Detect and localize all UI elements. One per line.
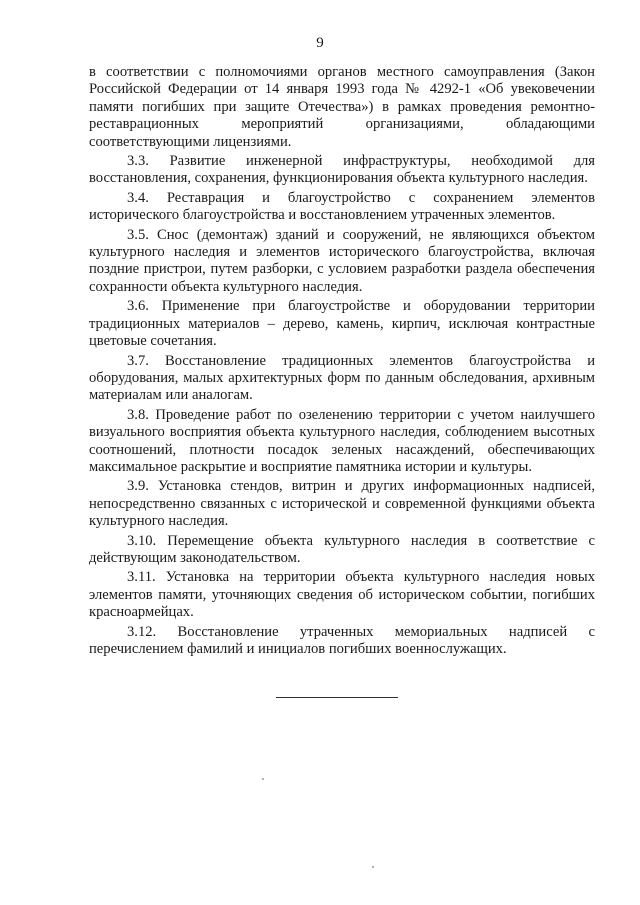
paragraph-3-11: 3.11. Установка на территории объекта культурного наследия новых элементов памяти, уточняющих сведения об историческом событии, погибших красноармейцах.: [89, 569, 595, 621]
paragraph-continuation: в соответствии с полномочиями органов местного самоуправления (Закон Российской Федерации от 14 января 1993 года № 4292-1 «Об увековечении памяти погибших при защите Отечества») в рамках проведения ремонтно-реставрационных мероприятий организациями, обладающими соответствующими лицензиями.: [89, 64, 595, 150]
end-divider-line: [276, 697, 398, 698]
paragraph-3-8: 3.8. Проведение работ по озеленению территории с учетом наилучшего визуального восприятия объекта культурного наследия, соблюдением высотных соотношений, плотности посадок зеленых насаждений, обеспечивающих максимальное раскрытие и восприятие памятника истории и культуры.: [89, 406, 595, 475]
paragraph-3-7: 3.7. Восстановление традиционных элементов благоустройства и оборудования, малых архитектурных форм по данным обследования, архивным материалам или аналогам.: [89, 352, 595, 404]
paragraph-3-4: 3.4. Реставрация и благоустройство с сохранением элементов исторического благоустройства и восстановлением утраченных элементов.: [89, 189, 595, 224]
scan-speck: [262, 778, 264, 780]
document-body: [89, 64, 595, 660]
paragraph-3-3: 3.3. Развитие инженерной инфраструктуры, необходимой для восстановления, сохранения, функционирования объекта культурного наследия.: [89, 153, 595, 187]
page-number: 9: [316, 35, 324, 51]
paragraph-3-5: 3.5. Снос (демонтаж) зданий и сооружений, не являющихся объектом культурного наследия и элементов исторического благоустройства, включая поздние пристрои, путем разборки, с условием разработки раздела обеспечения сохранности объекта культурного наследия.: [89, 226, 595, 295]
paragraph-3-6: 3.6. Применение при благоустройстве и оборудовании территории традиционных материалов – дерево, камень, кирпич, исключая контрастные цветовые сочетания.: [89, 298, 595, 350]
paragraph-3-9: 3.9. Установка стендов, витрин и других информационных надписей, непосредственно связанных с исторической и современной функциями объекта культурного наследия.: [89, 478, 595, 530]
scan-speck: [372, 866, 374, 868]
paragraph-3-12: 3.12. Восстановление утраченных мемориальных надписей с перечислением фамилий и инициалов погибших военнослужащих.: [89, 623, 595, 657]
paragraph-3-10: 3.10. Перемещение объекта культурного наследия в соответствие с действующим законодательством.: [89, 532, 595, 566]
